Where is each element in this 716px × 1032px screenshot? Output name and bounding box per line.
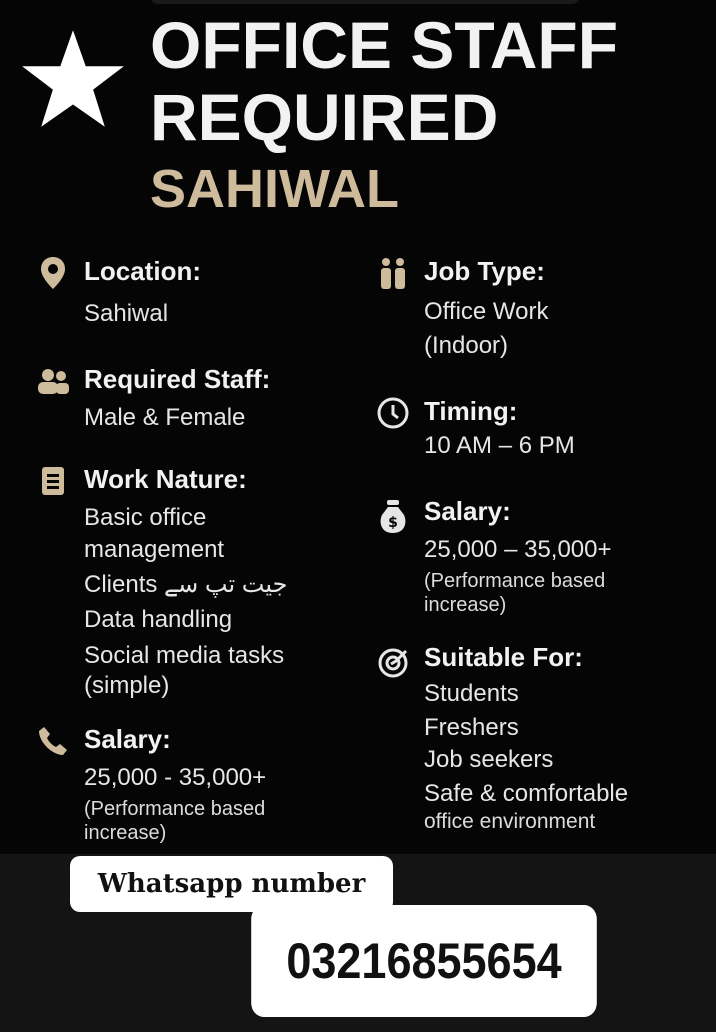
salary-label-left: Salary: [84,724,171,754]
timing-label: Timing: [424,396,518,426]
city-title: SAHIWAL [150,159,399,219]
suitable-for-line: Students [424,680,519,707]
users-icon [36,364,70,398]
timing-value: 10 AM – 6 PM [424,432,575,459]
work-nature-label: Work Nature: [84,464,247,494]
suitable-for-line: Job seekers [424,746,554,773]
job-type-line: (Indoor) [424,332,509,359]
map-pin-icon [36,256,70,290]
star-icon [20,26,126,132]
job-type-line: Office Work [424,298,549,325]
suitable-for-label: Suitable For: [424,642,583,672]
work-nature-line: Basic office [84,504,207,531]
work-nature-line: Social media tasks [84,642,285,669]
work-nature-line: management [84,536,225,563]
work-nature-line: Data handling [84,606,233,633]
job-type-label: Job Type: [424,256,545,286]
salary-note-left: (Performance based [84,798,266,820]
svg-text:$: $ [388,515,398,531]
location-label: Location: [84,256,201,286]
whatsapp-label: Whatsapp number [70,856,393,912]
salary-range-left: 25,000 - 35,000+ [84,764,267,791]
work-nature-line: Clients جیت تپ سے [84,571,288,598]
suitable-for-note: office environment [424,810,596,833]
salary-range-right: 25,000 – 35,000+ [424,536,612,563]
work-nature-line: (simple) [84,672,170,699]
salary-note-left: increase) [84,822,167,844]
location-value: Sahiwal [84,300,169,327]
title-line-1: OFFICE STAFF [150,8,619,82]
top-decoration [150,0,580,4]
salary-note-right: (Performance based [424,570,606,592]
people-icon [376,256,410,290]
clock-icon [376,396,410,430]
document-icon [36,464,70,498]
suitable-for-line: Safe & comfortable [424,780,629,807]
money-bag-icon [376,500,410,534]
salary-note-right: increase) [424,594,507,616]
suitable-for-line: Freshers [424,714,519,741]
phone-icon [36,724,70,758]
required-staff-value: Male & Female [84,404,246,431]
salary-label-right: Salary: [424,496,511,526]
whatsapp-number[interactable]: 03216855654 [251,905,597,1017]
title-line-2: REQUIRED [150,80,499,154]
required-staff-label: Required Staff: [84,364,271,394]
target-check-icon [376,646,410,680]
